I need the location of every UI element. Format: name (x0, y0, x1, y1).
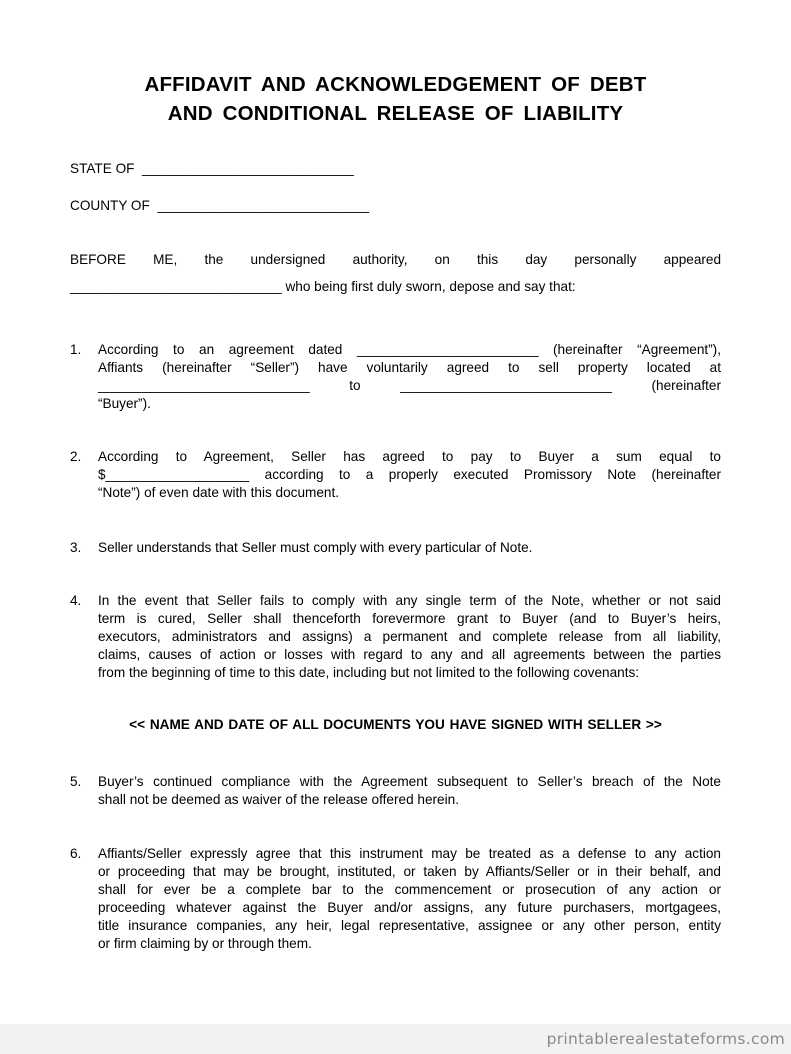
intro-line-2 (70, 278, 576, 296)
footer-watermark: printablerealestateforms.com (546, 1030, 785, 1048)
clause-number: 4. (70, 593, 82, 608)
state-field (70, 160, 354, 178)
title-line-2: AND CONDITIONAL RELEASE OF LIABILITY (167, 102, 624, 125)
clause-number: 2. (70, 449, 82, 464)
clause-number: 3. (70, 540, 82, 555)
clause-number: 6. (70, 846, 82, 861)
clause-number: 1. (70, 342, 82, 357)
county-label: COUNTY OF (70, 198, 150, 213)
title-line-1: AFFIDAVIT AND ACKNOWLEDGEMENT OF DEBT (144, 73, 647, 96)
intro-line-1: BEFORE ME, the undersigned authority, on this day personally appeared (70, 252, 722, 267)
clause-body: Buyer’s continued compliance with the Agreement subsequent to Seller’s breach of the Note shall not be deemed as waiver of the release offered herein. (98, 774, 721, 807)
clause-body: Seller understands that Seller must comply with every particular of Note. (98, 540, 533, 555)
state-blank: ____________________________ (138, 161, 354, 176)
clause-body: In the event that Seller fails to comply with any single term of the Note, whether or not said term is cured, Seller shall thenceforth forevermore grant to Buyer (and to Buyer’s heirs, executors, administrators and assigns) a permanent and complete release from all liability, claims, causes of action or losses with regard to any and all agreements between the parties from the beginning of time to this date, including but not limited to the following covenants: (98, 593, 721, 680)
state-label: STATE OF (70, 161, 135, 176)
appeared-name-blank: ____________________________ (70, 279, 286, 294)
documents-placeholder: << NAME AND DATE OF ALL DOCUMENTS YOU HAVE SIGNED WITH SELLER >> (129, 717, 662, 732)
clause-body: According to an agreement dated ________________________ (hereinafter “Agreement”), Affiants (hereinafter “Seller”) have voluntarily agreed to sell property located at ____________________________ to ____________________________ (hereinafter “Buyer”). (98, 342, 721, 411)
clause-body: According to Agreement, Seller has agreed to pay to Buyer a sum equal to $___________________ according to a properly executed Promissory Note (hereinafter “Note”) of even date with this document. (98, 449, 721, 500)
document-title (60, 70, 731, 128)
intro-suffix: who being first duly sworn, depose and say that: (285, 279, 576, 294)
clause-body: Affiants/Seller expressly agree that this instrument may be treated as a defense to any action or proceeding that may be brought, instituted, or taken by Affiants/Seller or in their behalf, and shall for ever be a complete bar to the commencement or prosecution of any action or proceeding whatever against the Buyer and/or assigns, any future purchasers, mortgagees, title insurance companies, any heir, legal representative, assignee or any other person, entity or firm claiming by or through them. (98, 846, 721, 951)
clause-number: 5. (70, 774, 82, 789)
county-field (70, 197, 369, 215)
county-blank: ____________________________ (153, 198, 370, 213)
